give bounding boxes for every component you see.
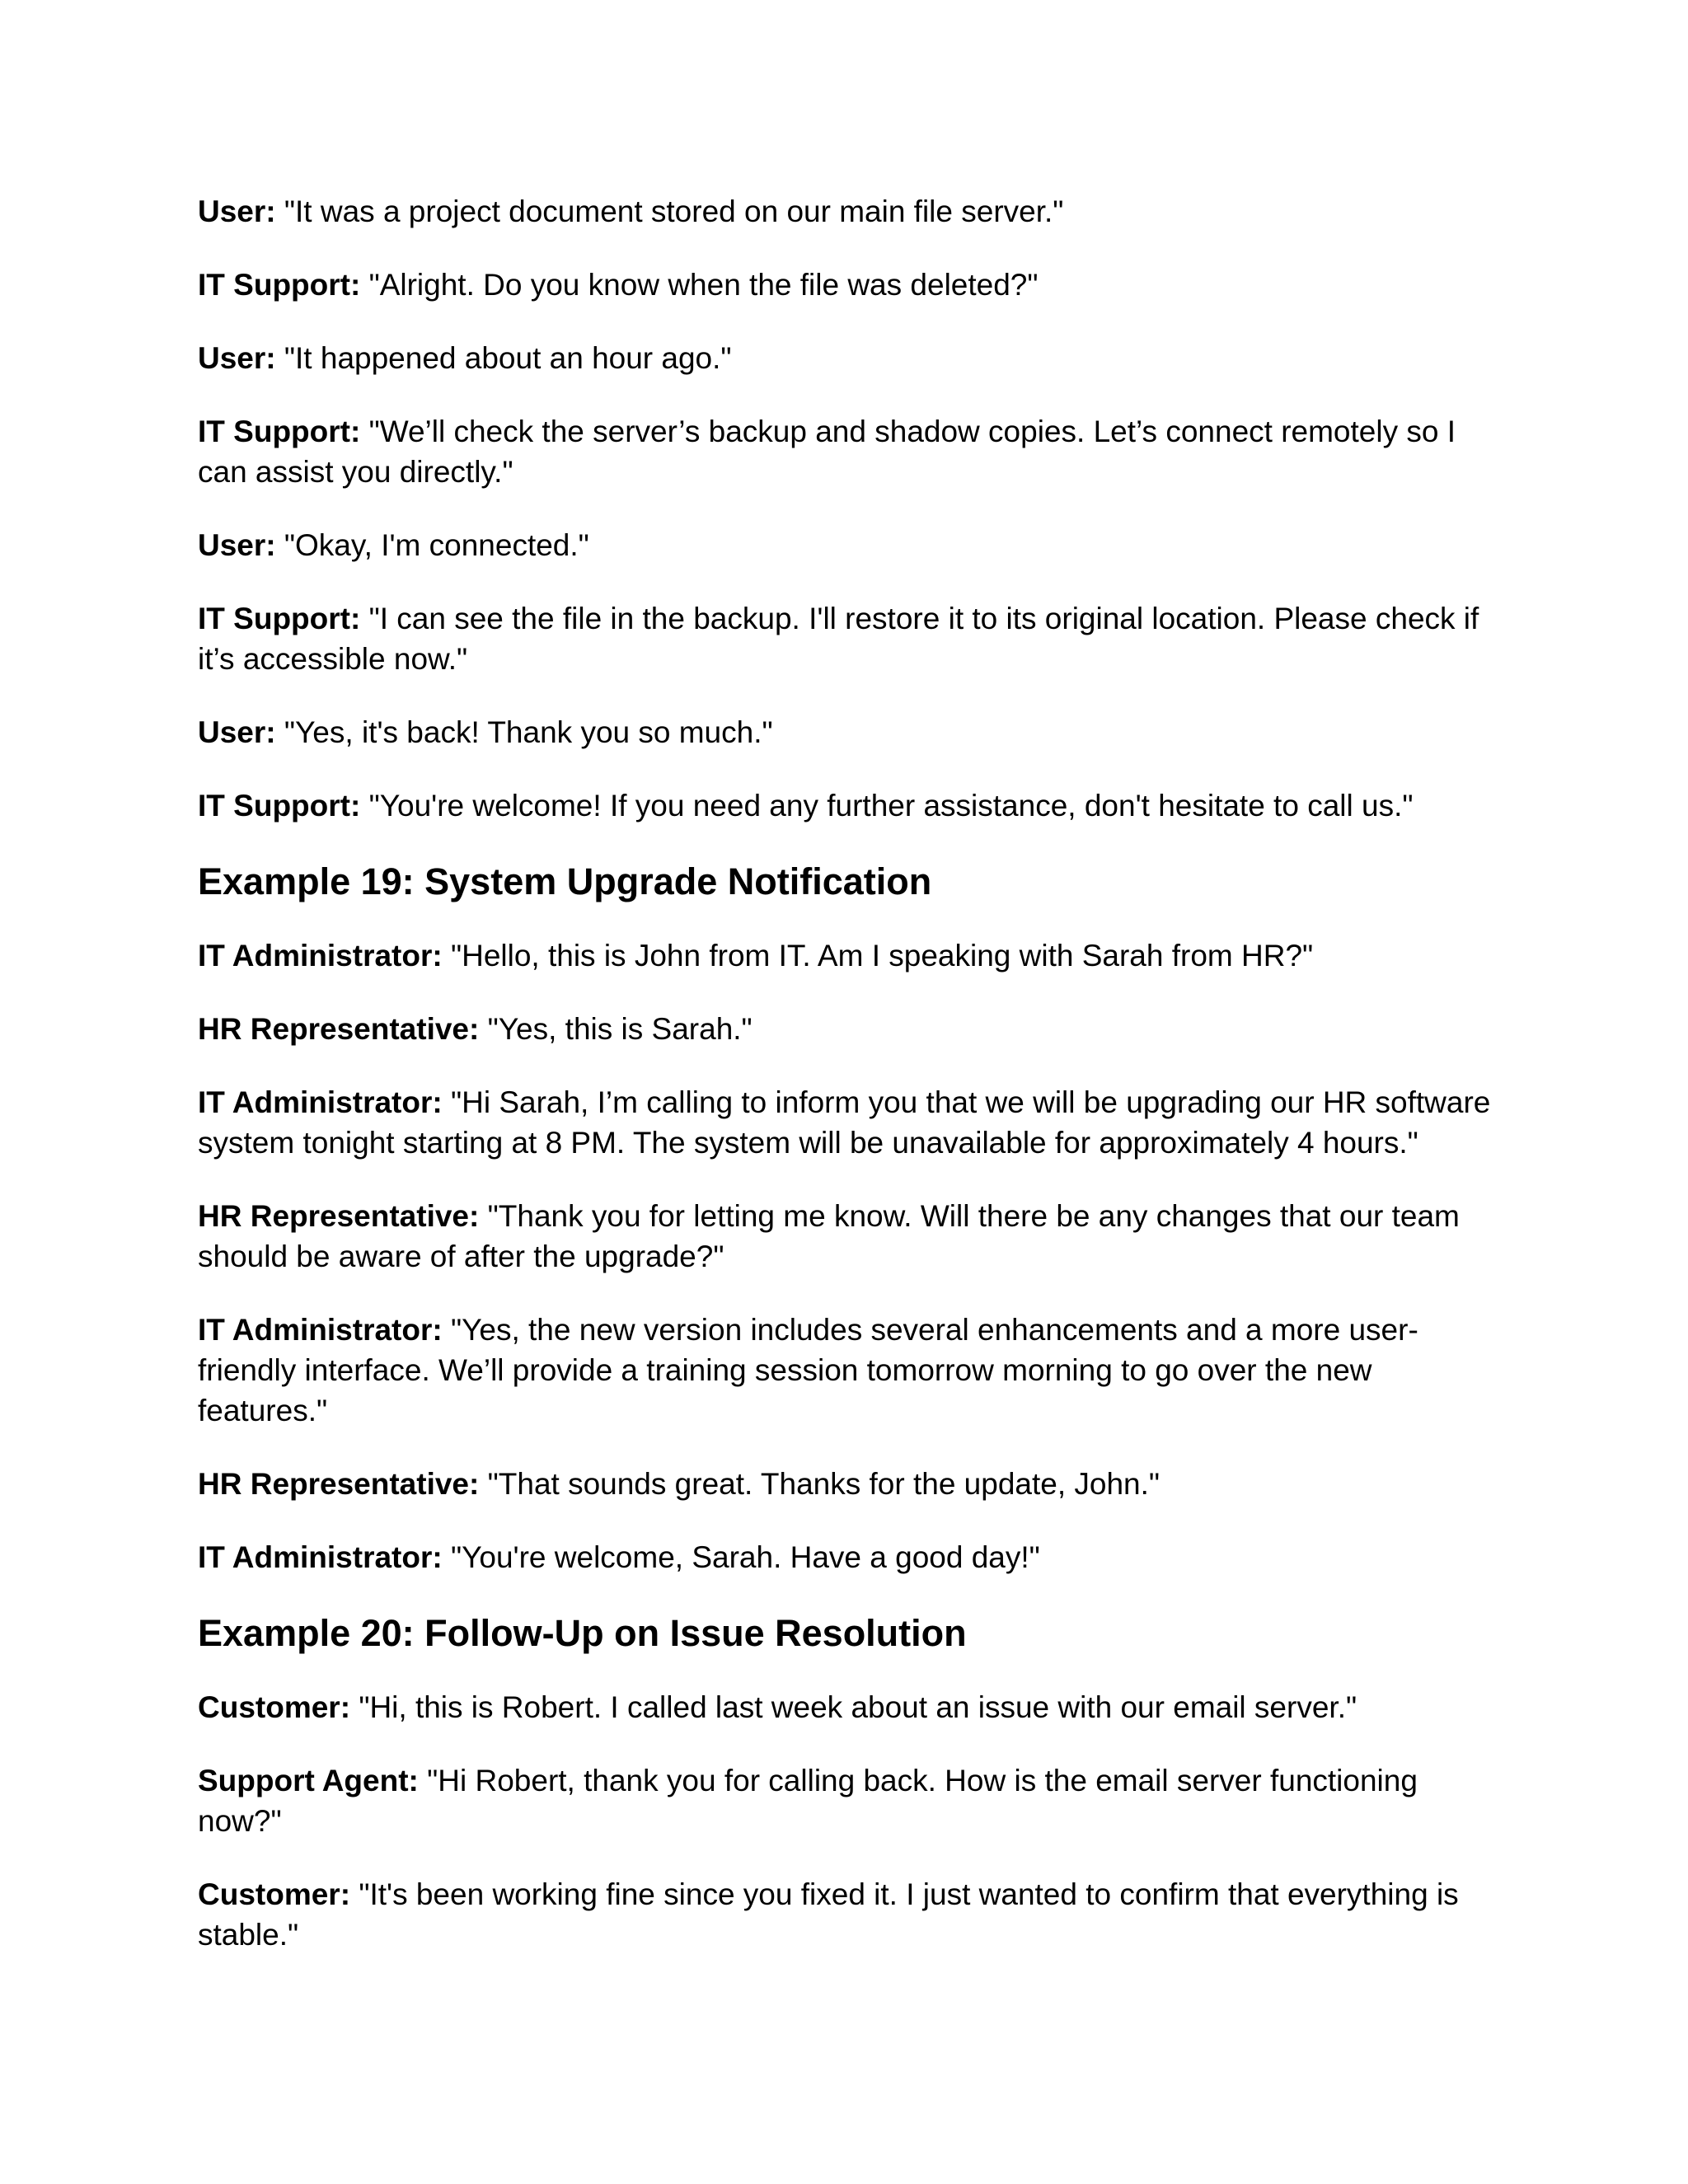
dialogue-line <box>198 785 1496 826</box>
dialogue-line <box>198 598 1496 679</box>
dialogue-text: "Hi Robert, thank you for calling back. How is the email server functioning now?" <box>198 1764 1418 1838</box>
dialogue-line <box>198 191 1496 232</box>
speaker-label: User: <box>198 194 276 228</box>
speaker-label: IT Administrator: <box>198 1085 443 1119</box>
speaker-label: HR Representative: <box>198 1012 480 1046</box>
dialogue-text: "You're welcome! If you need any further assistance, don't hesitate to call us." <box>368 789 1414 823</box>
dialogue-text: "Hi Sarah, I’m calling to inform you that we will be upgrading our HR software system tonight starting at 8 PM. The system will be unavailable for approximately 4 hours." <box>198 1085 1491 1160</box>
dialogue-line <box>198 338 1496 378</box>
speaker-label: User: <box>198 528 276 562</box>
speaker-label: IT Administrator: <box>198 939 443 972</box>
dialogue-line <box>198 935 1496 976</box>
speaker-label: User: <box>198 341 276 375</box>
section-heading-example-19: Example 19: System Upgrade Notification <box>198 860 932 902</box>
dialogue-line <box>198 411 1496 492</box>
dialogue-text: "It was a project document stored on our main file server." <box>284 194 1064 228</box>
dialogue-line <box>198 712 1496 752</box>
speaker-label: Support Agent: <box>198 1764 419 1797</box>
dialogue-text: "That sounds great. Thanks for the update, John." <box>487 1467 1160 1501</box>
section-heading-example-20: Example 20: Follow-Up on Issue Resolution <box>198 1612 967 1654</box>
dialogue-line <box>198 1082 1496 1163</box>
dialogue-line <box>198 1537 1496 1577</box>
dialogue-text: "Alright. Do you know when the file was deleted?" <box>368 268 1039 302</box>
dialogue-text: "Yes, the new version includes several enhancements and a more user-friendly interface. We’ll provide a training session tomorrow morning to go over the new features." <box>198 1313 1418 1427</box>
speaker-label: Customer: <box>198 1877 351 1911</box>
speaker-label: IT Support: <box>198 789 361 823</box>
dialogue-text: "Hello, this is John from IT. Am I speaking with Sarah from HR?" <box>450 939 1314 972</box>
document-body <box>198 191 1496 1988</box>
speaker-label: IT Support: <box>198 415 361 448</box>
dialogue-text: "You're welcome, Sarah. Have a good day!" <box>450 1540 1040 1574</box>
dialogue-line <box>198 1874 1496 1955</box>
dialogue-text: "It happened about an hour ago." <box>284 341 732 375</box>
dialogue-text: "Yes, it's back! Thank you so much." <box>284 715 773 749</box>
dialogue-line <box>198 1687 1496 1727</box>
speaker-label: IT Administrator: <box>198 1313 443 1347</box>
dialogue-line <box>198 1009 1496 1049</box>
dialogue-line <box>198 265 1496 305</box>
dialogue-line <box>198 1464 1496 1504</box>
dialogue-text: "I can see the file in the backup. I'll restore it to its original location. Please check if it’s accessible now." <box>198 602 1479 676</box>
dialogue-text: "Hi, this is Robert. I called last week about an issue with our email server." <box>359 1690 1357 1724</box>
speaker-label: HR Representative: <box>198 1199 480 1233</box>
dialogue-text: "Yes, this is Sarah." <box>487 1012 753 1046</box>
dialogue-text: "Thank you for letting me know. Will there be any changes that our team should be aware of after the upgrade?" <box>198 1199 1460 1273</box>
speaker-label: HR Representative: <box>198 1467 480 1501</box>
speaker-label: IT Administrator: <box>198 1540 443 1574</box>
speaker-label: IT Support: <box>198 268 361 302</box>
dialogue-line <box>198 1196 1496 1277</box>
dialogue-line <box>198 1760 1496 1841</box>
dialogue-text: "Okay, I'm connected." <box>284 528 589 562</box>
dialogue-line <box>198 525 1496 565</box>
dialogue-text: "It's been working fine since you fixed it. I just wanted to confirm that everything is stable." <box>198 1877 1459 1952</box>
speaker-label: Customer: <box>198 1690 351 1724</box>
dialogue-line <box>198 1310 1496 1431</box>
dialogue-text: "We’ll check the server’s backup and shadow copies. Let’s connect remotely so I can assist you directly." <box>198 415 1456 489</box>
speaker-label: User: <box>198 715 276 749</box>
speaker-label: IT Support: <box>198 602 361 635</box>
